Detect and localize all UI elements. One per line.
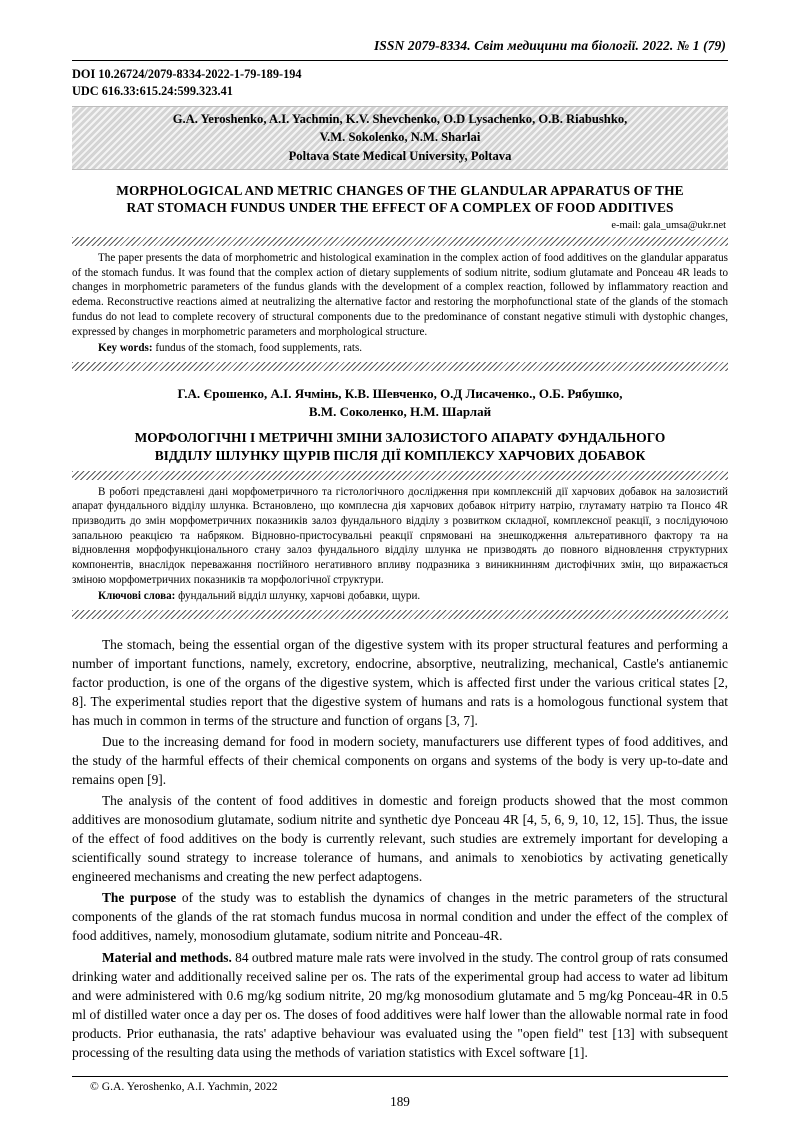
body-paragraph-2: Due to the increasing demand for food in modern society, manufacturers use different types of food additives, and the study of the harmful effects of their chemical components on organs and systems of the body is very up-to-date and remains open [9]. <box>72 734 728 788</box>
purpose-text: of the study was to establish the dynamics of changes in the metric parameters of the structural components of the glands of the rat stomach fundus mucosa in normal condition and under the effect of the complex of food additives, namely, monosodium glutamate, sodium nitrite and Ponceau-4R. <box>72 890 728 944</box>
authors-ua-line-2: В.М. Соколенко, Н.М. Шарлай <box>308 404 492 420</box>
body-paragraph-purpose <box>72 888 728 945</box>
authors-affiliation-band <box>72 106 728 170</box>
materials-methods-text: 84 outbred mature male rats were involved in the study. The control group of rats consumed drinking water and additionally received saline per os. The rats of the experimental group had access to water ad libitum and were administered with 0.6 mg/kg sodium nitrite, 20 mg/kg monosodium glutamate and 5 mg/kg Ponceau-4R in 0.5 ml of distilled water once a day per os. The doses of food additives were half lower than the allowable normal rate in food products. Prior euthanasia, the rats' adaptive behaviour was evaluated using the "open field" test [13] with subsequent processing of the resulting data using the methods of variation statistics with Excel software [1]. <box>72 949 728 1060</box>
page-number: 189 <box>390 1094 410 1109</box>
body-paragraph-1: The stomach, being the essential organ of the digestive system with its proper structural features and performing a number of important functions, namely, excretory, endocrine, absorptive, neutralizing, mechanical, Castle's antianemic factor production, is one of the organs of the digestive system, which is affected first under the various critical states [2, 8]. The experimental studies report that the digestive system of humans and rats is a homologous functional system that has much in common in terms of the structure and function of organs [3, 7]. <box>72 637 728 729</box>
journal-running-header: ISSN 2079-8334. Світ медицини та біології. 2022. № 1 (79) <box>373 38 726 53</box>
title-en-line-2: RAT STOMACH FUNDUS UNDER THE EFFECT OF A COMPLEX OF FOOD ADDITIVES <box>126 200 674 216</box>
header-divider <box>72 60 728 61</box>
hatched-separator-ua <box>72 471 728 480</box>
contact-email: e-mail: gala_umsa@ukr.net <box>611 219 726 231</box>
copyright-line: © G.A. Yeroshenko, A.I. Yachmin, 2022 <box>90 1080 278 1093</box>
hatched-separator-top <box>72 237 728 246</box>
authors-line-2: V.M. Sokolenko, N.M. Sharlai <box>319 130 481 145</box>
udc-line: UDC 616.33:615.24:599.323.41 <box>72 83 233 98</box>
authors-line-1: G.A. Yeroshenko, A.I. Yachmin, K.V. Shevchenko, O.D Lysachenko, O.B. Riabushko, <box>172 112 628 127</box>
materials-methods-label: Material and methods. <box>102 949 232 965</box>
authors-ua-line-1: Г.А. Єрошенко, А.І. Ячмінь, К.В. Шевченко, О.Д Лисаченко., О.Б. Рябушко, <box>177 386 623 402</box>
affiliation-line: Poltava State Medical University, Poltava <box>288 148 512 163</box>
abstract-english: The paper presents the data of morphometric and histological examination in the complex action of food additives on the glandular apparatus of the stomach fundus. It was found that the complex action of dietary supplements of sodium nitrite, sodium glutamate and Ponceau 4R leads to changes in morphometric parameters of the fundus glands with the development of a complex reaction, followed by inflammatory reaction and edema. Reconstructive reactions aimed at neutralizing the alternative factor and restoring the morphofunctional state of the glands of the stomach fundus do not lead to complete recovery of structural components due to the predominance of constant negative stimuli with dystophic changes, expressed by changes in morphometric parameters and morphological structure. <box>72 251 728 338</box>
keywords-english-label: Key words: <box>98 342 153 355</box>
hatched-separator-middle <box>72 362 728 371</box>
article-title-ukrainian <box>72 429 728 464</box>
keywords-ukrainian-text: фундальний відділ шлунку, харчові добавки, щури. <box>178 590 421 603</box>
keywords-english <box>72 341 728 356</box>
body-paragraph-materials-methods <box>72 948 728 1062</box>
doi-line: DOI 10.26724/2079-8334-2022-1-79-189-194 <box>72 67 302 81</box>
hatched-separator-bottom <box>72 610 728 619</box>
title-en-line-1: MORPHOLOGICAL AND METRIC CHANGES OF THE GLANDULAR APPARATUS OF THE <box>116 182 684 198</box>
keywords-ukrainian-label: Ключові слова: <box>98 590 176 603</box>
body-paragraph-3: The analysis of the content of food additives in domestic and foreign products showed that the most common additives are monosodium glutamate, sodium nitrite and synthetic dye Ponceau 4R [4, 5, 6, 9, 10, 12, 15]. Thus, the issue of the effect of food additives on the body is currently relevant, such studies are extremely important for developing a scientifically sound strategy to increase tolerance of humans, and animals to xenobiotics by activating genetically engineered mechanisms and creating the new perfect adaptogens. <box>72 793 728 885</box>
purpose-label: The purpose <box>102 890 177 906</box>
title-ua-line-1: МОРФОЛОГІЧНІ І МЕТРИЧНІ ЗМІНИ ЗАЛОЗИСТОГО АПАРАТУ ФУНДАЛЬНОГО <box>134 430 666 446</box>
authors-ukrainian <box>72 385 728 421</box>
footer-divider <box>72 1076 728 1077</box>
keywords-ukrainian <box>72 589 728 604</box>
page-footer <box>72 1076 728 1110</box>
identifier-block <box>72 66 728 99</box>
keywords-english-text: fundus of the stomach, food supplements, rats. <box>155 342 363 355</box>
title-ua-line-2: ВІДДІЛУ ШЛУНКУ ЩУРІВ ПІСЛЯ ДІЇ КОМПЛЕКСУ ХАРЧОВИХ ДОБАВОК <box>154 448 646 464</box>
abstract-ukrainian: В роботі представлені дані морфометричного та гістологічного дослідження при комплексній дії харчових добавок на залозистий апарат фундального відділу шлунка. Встановлено, що комплесна дія харчових добавок нітриту натрію, глутамату натрію та Понсо 4R призводить до змін морфометричних показників залоз фундального відділу з розвитком складної, комплексної реакції, з послідуючою запальною реакцією та набряком. Відновно-пристосувальні реакції спрямовані на знешкодження альтеративного фактору та на відновлення морфофункціонального стану залоз фундального відділу шлунка не призводять до повного відновлення структурних компонентів, внаслідок переважання постійного негативного впливу подразника з виникнинням дистофічних змін, що виражається зміною морфометричних показників та морфологічної структури. <box>72 485 728 586</box>
article-title-english <box>72 182 728 217</box>
